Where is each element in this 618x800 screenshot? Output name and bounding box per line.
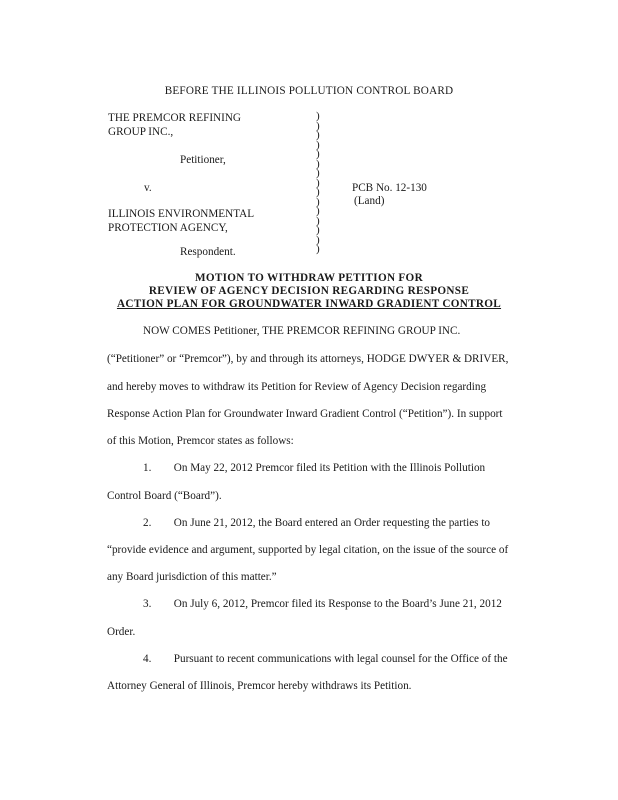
body-line: Attorney General of Illinois, Premcor hereby withdraws its Petition. — [107, 680, 412, 692]
body-line: of this Motion, Premcor states as follows: — [107, 435, 294, 447]
case-type: (Land) — [354, 195, 385, 207]
petitioner-name-line-2: GROUP INC., — [108, 126, 174, 138]
court-heading: BEFORE THE ILLINOIS POLLUTION CONTROL BOARD — [164, 85, 454, 97]
body-line: Control Board (“Board”). — [107, 490, 222, 502]
body-line: (“Petitioner” or “Premcor”), by and through its attorneys, HODGE DWYER & DRIVER, — [107, 353, 509, 365]
numbered-paragraph-1: 1. On May 22, 2012 Premcor filed its Petition with the Illinois Pollution — [143, 462, 486, 474]
petitioner-role: Petitioner, — [180, 154, 226, 166]
caption-parentheses: ) ) ) ) ) ) ) ) ) ) ) ) ) ) ) — [316, 110, 320, 255]
body-line: Order. — [107, 626, 136, 638]
numbered-paragraph-3: 3. On July 6, 2012, Premcor filed its Response to the Board’s June 21, 2012 — [143, 598, 502, 610]
respondent-name-line-1: ILLINOIS ENVIRONMENTAL — [108, 208, 255, 220]
petitioner-name-line-1: THE PREMCOR REFINING — [108, 112, 242, 124]
motion-title-line-3 — [0, 298, 618, 310]
versus-label: v. — [144, 182, 152, 194]
numbered-paragraph-2: 2. On June 21, 2012, the Board entered an Order requesting the parties to — [143, 517, 491, 529]
body-line: Response Action Plan for Groundwater Inward Gradient Control (“Petition”). In support — [107, 408, 503, 420]
body-line: any Board jurisdiction of this matter.” — [107, 571, 277, 583]
case-number: PCB No. 12-130 — [352, 182, 427, 194]
respondent-name-line-2: PROTECTION AGENCY, — [108, 222, 228, 234]
motion-title-line-3-text: ACTION PLAN FOR GROUNDWATER INWARD GRADIENT CONTROL — [116, 298, 502, 310]
motion-title-line-1: MOTION TO WITHDRAW PETITION FOR — [195, 272, 423, 284]
motion-title-line-2: REVIEW OF AGENCY DECISION REGARDING RESPONSE — [148, 285, 470, 297]
body-line: and hereby moves to withdraw its Petition for Review of Agency Decision regarding — [107, 381, 487, 393]
respondent-role: Respondent. — [180, 246, 236, 258]
body-line: NOW COMES Petitioner, THE PREMCOR REFINING GROUP INC. — [143, 325, 461, 337]
body-line: “provide evidence and argument, supported by legal citation, on the issue of the source of — [107, 544, 509, 556]
numbered-paragraph-4: 4. Pursuant to recent communications with legal counsel for the Office of the — [143, 653, 508, 665]
